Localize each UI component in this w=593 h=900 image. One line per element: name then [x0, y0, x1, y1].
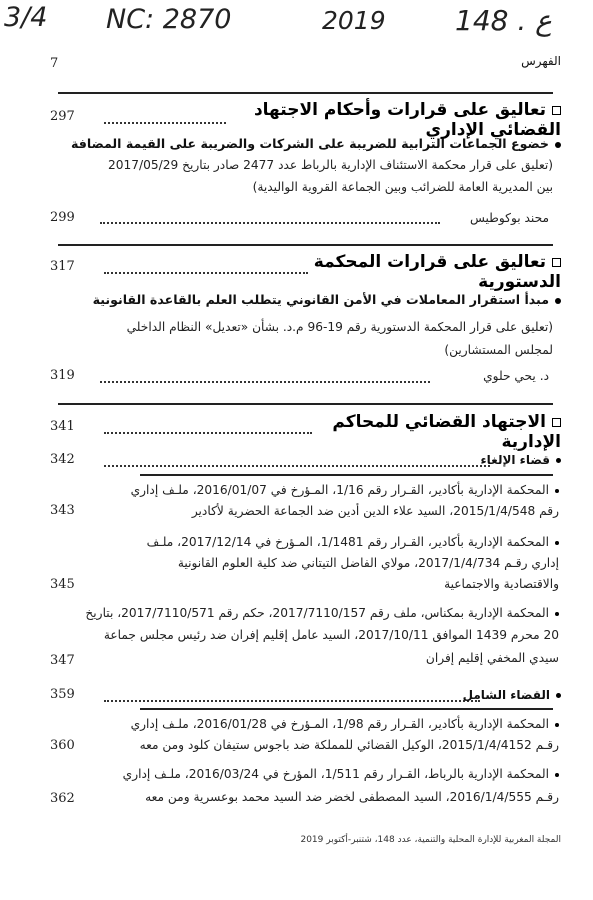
bullet-icon	[555, 298, 561, 304]
author-page: 299	[50, 210, 75, 225]
subsection-rule	[140, 474, 553, 476]
leader-dots	[100, 381, 430, 383]
subsection-page: 342	[50, 452, 75, 467]
entry-line: إداري رقـم 2017/1/4/734، مولاي الفاضل التيتاني ضد كلية العلوم القانونية	[177, 556, 559, 570]
page-number: 7	[50, 56, 59, 71]
section-title: الاجتهاد القضائي للمحاكم الإدارية	[332, 412, 561, 452]
entry-page: 362	[50, 791, 75, 806]
bullet-icon	[555, 489, 559, 493]
section-rule	[58, 403, 553, 405]
leader-dots	[104, 432, 312, 434]
entry-line: المحكمة الإدارية بالرباط، القـرار رقم 1/511، المؤرخ في 2016/03/24، ملـف إداري	[34, 764, 559, 784]
entry-line: المحكمة الإدارية بمكناس، ملف رقم 2017/7110/157، حكم رقم 2017/7110/571، بتاريخ	[34, 603, 559, 623]
entry-line: سيدي المخفي إقليم إفران	[425, 651, 559, 665]
section-title: تعاليق على قرارات المحكمة الدستورية	[313, 252, 561, 292]
bullet-icon	[555, 723, 559, 727]
item-line: لمجلس المستشارين)	[444, 343, 553, 357]
item-line: (تعليق على قرار محكمة الاستئناف الإدارية بالرباط عدد 2477 صادر بتاريخ 2017/05/29	[107, 158, 553, 172]
footer-journal: المجلة المغربية للإدارة المحلية والتنمية، عدد 148، شتنبر-أكتوبر 2019	[300, 835, 561, 845]
bullet-icon	[555, 541, 559, 545]
bullet-icon	[555, 142, 561, 148]
subsection-rule	[140, 708, 553, 710]
author-page: 319	[50, 368, 75, 383]
handwritten-nc-number: NC: 2870	[106, 4, 232, 35]
entry-line: والاقتصادية والاجتماعية	[444, 577, 559, 591]
entry-line: رقم 2015/1/4/548، السيد علاء الدين أدين ضد الجماعة الحضرية لأكادير	[191, 504, 559, 518]
square-bullet-icon	[552, 418, 561, 427]
leader-dots	[104, 465, 490, 467]
subsection-title: القضاء الشامل	[451, 685, 561, 705]
leader-dots	[104, 700, 480, 702]
section-rule	[58, 244, 553, 246]
square-bullet-icon	[552, 258, 561, 267]
entry-page: 360	[50, 738, 75, 753]
square-bullet-icon	[552, 106, 561, 115]
bullet-icon	[556, 458, 561, 463]
bullet-icon	[556, 693, 561, 698]
section-title: تعاليق على قرارات وأحكام الاجتهاد القضائي الإداري	[253, 100, 561, 140]
item-line: بين المديرية العامة للضرائب وبين الجماعة القروية الواليدية)	[252, 180, 553, 194]
subsection-title: قضاء الإلغاء	[451, 450, 561, 470]
handwritten-issue-number: 148 . ع	[455, 4, 552, 37]
entry-page: 347	[50, 653, 75, 668]
leader-dots	[100, 222, 440, 224]
entry-page: 343	[50, 503, 75, 518]
section-rule	[58, 92, 553, 94]
item-title: مبدأ استقرار المعاملات في الأمن القانوني يتطلب العلم بالقاعدة القانونية	[41, 290, 561, 310]
handwritten-fraction: 3/4	[4, 2, 48, 33]
entry-line: رقـم 2016/1/4/555، السيد المصطفى لخضر ضد السيد محمد بوعسرية ومن معه	[145, 790, 559, 804]
author: محند بوكوطيس	[469, 211, 549, 225]
entry-line: 20 محرم 1439 الموافق 2017/10/11، السيد عامل إقليم إفران ضد رئيس مجلس جماعة	[103, 628, 559, 642]
subsection-page: 359	[50, 687, 75, 702]
entry-line: المحكمة الإدارية بأكادير، القـرار رقم 1/16، المـؤرخ في 2016/01/07، ملـف إداري	[34, 480, 559, 500]
author: د. يحي حلوي	[483, 369, 549, 383]
leader-dots	[104, 272, 308, 274]
entry-page: 345	[50, 577, 75, 592]
section-page: 317	[50, 259, 75, 274]
section-page: 297	[50, 109, 75, 124]
section-page: 341	[50, 419, 75, 434]
header-title: الفهرس	[521, 54, 561, 68]
item-title: خضوع الجماعات الترابية للضريبة على الشركات والضريبة على القيمة المضافة	[41, 134, 561, 154]
entry-line: المحكمة الإدارية بأكادير، القـرار رقم 1/98، المـؤرخ في 2016/01/28، ملـف إداري	[34, 714, 559, 734]
entry-line: رقـم 2015/1/4/4152، الوكيل القضائي للمملكة ضد باجوس ستيفان كلود ومن معه	[139, 738, 559, 752]
item-line: (تعليق على قرار المحكمة الدستورية رقم 19-96 م.د. بشأن «تعديل» النظام الداخلي	[126, 320, 553, 334]
handwritten-year: 2019	[322, 6, 386, 35]
bullet-icon	[555, 612, 559, 616]
entry-line: المحكمة الإدارية بأكادير، القـرار رقم 1/1481، المـؤرخ في 2017/12/14، ملـف	[34, 532, 559, 552]
bullet-icon	[555, 773, 559, 777]
